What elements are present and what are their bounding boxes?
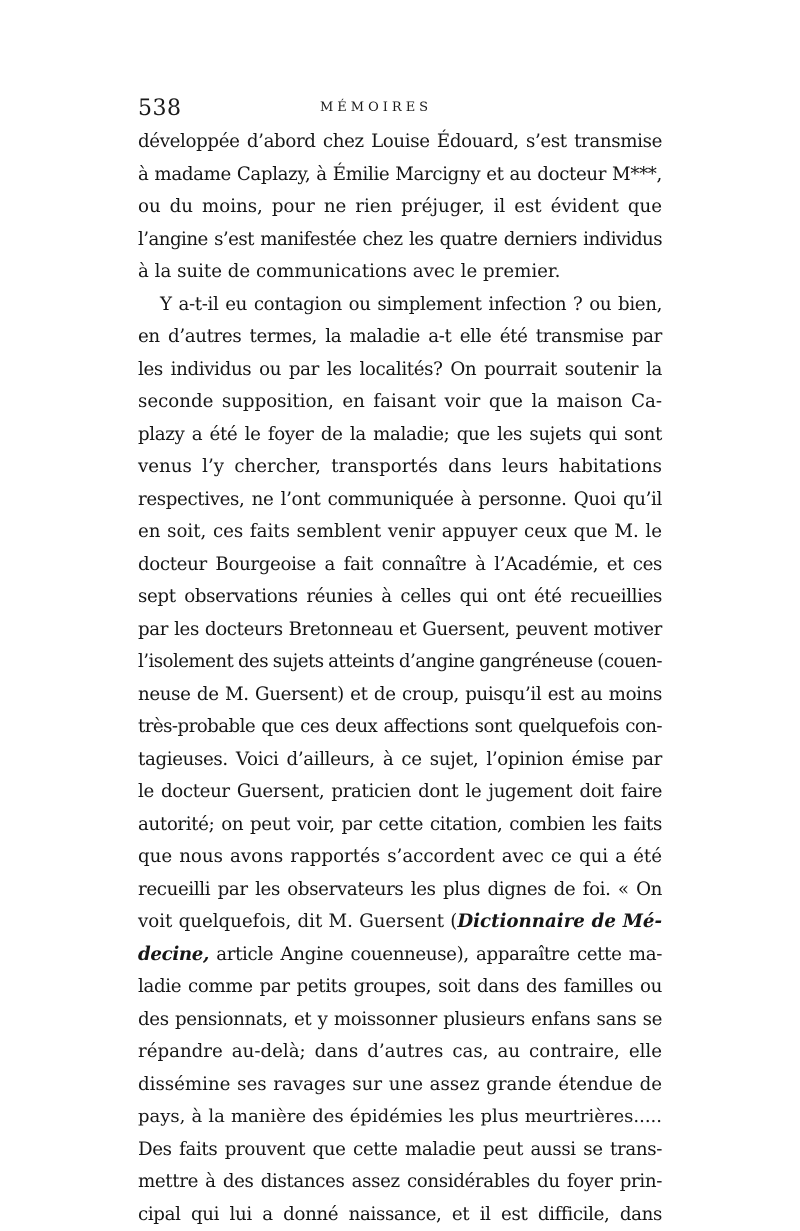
text-line: l’angine s’est manifestée chez les quatre derniers individus — [138, 224, 662, 257]
italic-title: decine, — [138, 944, 209, 965]
text-line: seconde supposition, en faisant voir que la maison Ca- — [138, 386, 662, 419]
text-line: Des faits prouvent que cette maladie peut aussi se trans- — [138, 1134, 662, 1167]
text-line: le docteur Guersent, praticien dont le jugement doit faire — [138, 776, 662, 809]
text-line: cipal qui lui a donné naissance, et il est difficile, dans — [138, 1199, 662, 1231]
text-line: les individus ou par les localités? On pourrait soutenir la — [138, 354, 662, 387]
text-line — [138, 906, 662, 939]
text-line: respectives, ne l’ont communiquée à personne. Quoi qu’il — [138, 484, 662, 517]
text-line: en d’autres termes, la maladie a-t elle été transmise par — [138, 321, 662, 354]
text-line: que nous avons rapportés s’accordent avec ce qui a été — [138, 841, 662, 874]
text-line: ladie comme par petits groupes, soit dans des familles ou — [138, 971, 662, 1004]
text-line: mettre à des distances assez considérables du foyer prin- — [138, 1166, 662, 1199]
text-line: neuse de M. Guersent) et de croup, puisqu’il est au moins — [138, 679, 662, 712]
text-line: venus l’y chercher, transportés dans leurs habitations — [138, 451, 662, 484]
body-text — [138, 126, 662, 1231]
text-line: dissémine ses ravages sur une assez grande étendue de — [138, 1069, 662, 1102]
text-line: sept observations réunies à celles qui ont été recueillies — [138, 581, 662, 614]
text-segment: article Angine couenneuse), apparaître cette ma- — [209, 944, 662, 965]
text-line: développée d’abord chez Louise Édouard, s’est transmise — [138, 126, 662, 159]
text-line: tagieuses. Voici d’ailleurs, à ce sujet, l’opinion émise par — [138, 744, 662, 777]
text-line: pays, à la manière des épidémies les plus meurtrières..... — [138, 1101, 662, 1134]
text-line: recueilli par les observateurs les plus dignes de foi. « On — [138, 874, 662, 907]
text-line: ou du moins, pour ne rien préjuger, il est évident que — [138, 191, 662, 224]
text-line: en soit, ces faits semblent venir appuyer ceux que M. le — [138, 516, 662, 549]
text-line: l’isolement des sujets atteints d’angine gangréneuse (couen- — [138, 646, 662, 679]
text-line: Y a-t-il eu contagion ou simplement infection ? ou bien, — [138, 289, 662, 322]
text-line — [138, 939, 662, 972]
italic-title: Dictionnaire de Mé- — [457, 911, 662, 932]
text-line: autorité; on peut voir, par cette citation, combien les faits — [138, 809, 662, 842]
running-head: MÉMOIRES — [320, 100, 432, 115]
text-line: plazy a été le foyer de la maladie; que les sujets qui sont — [138, 419, 662, 452]
text-segment: voit quelquefois, dit M. Guersent ( — [138, 911, 457, 932]
text-line: répandre au-delà; dans d’autres cas, au contraire, elle — [138, 1036, 662, 1069]
text-line: par les docteurs Bretonneau et Guersent, peuvent motiver — [138, 614, 662, 647]
text-line: docteur Bourgeoise a fait connaître à l’Académie, et ces — [138, 549, 662, 582]
text-line: très-probable que ces deux affections sont quelquefois con- — [138, 711, 662, 744]
text-line: des pensionnats, et y moissonner plusieurs enfans sans se — [138, 1004, 662, 1037]
page-number: 538 — [138, 96, 182, 121]
text-line: à madame Caplazy, à Émilie Marcigny et au docteur M***, — [138, 159, 662, 192]
text-line: à la suite de communications avec le premier. — [138, 256, 662, 289]
